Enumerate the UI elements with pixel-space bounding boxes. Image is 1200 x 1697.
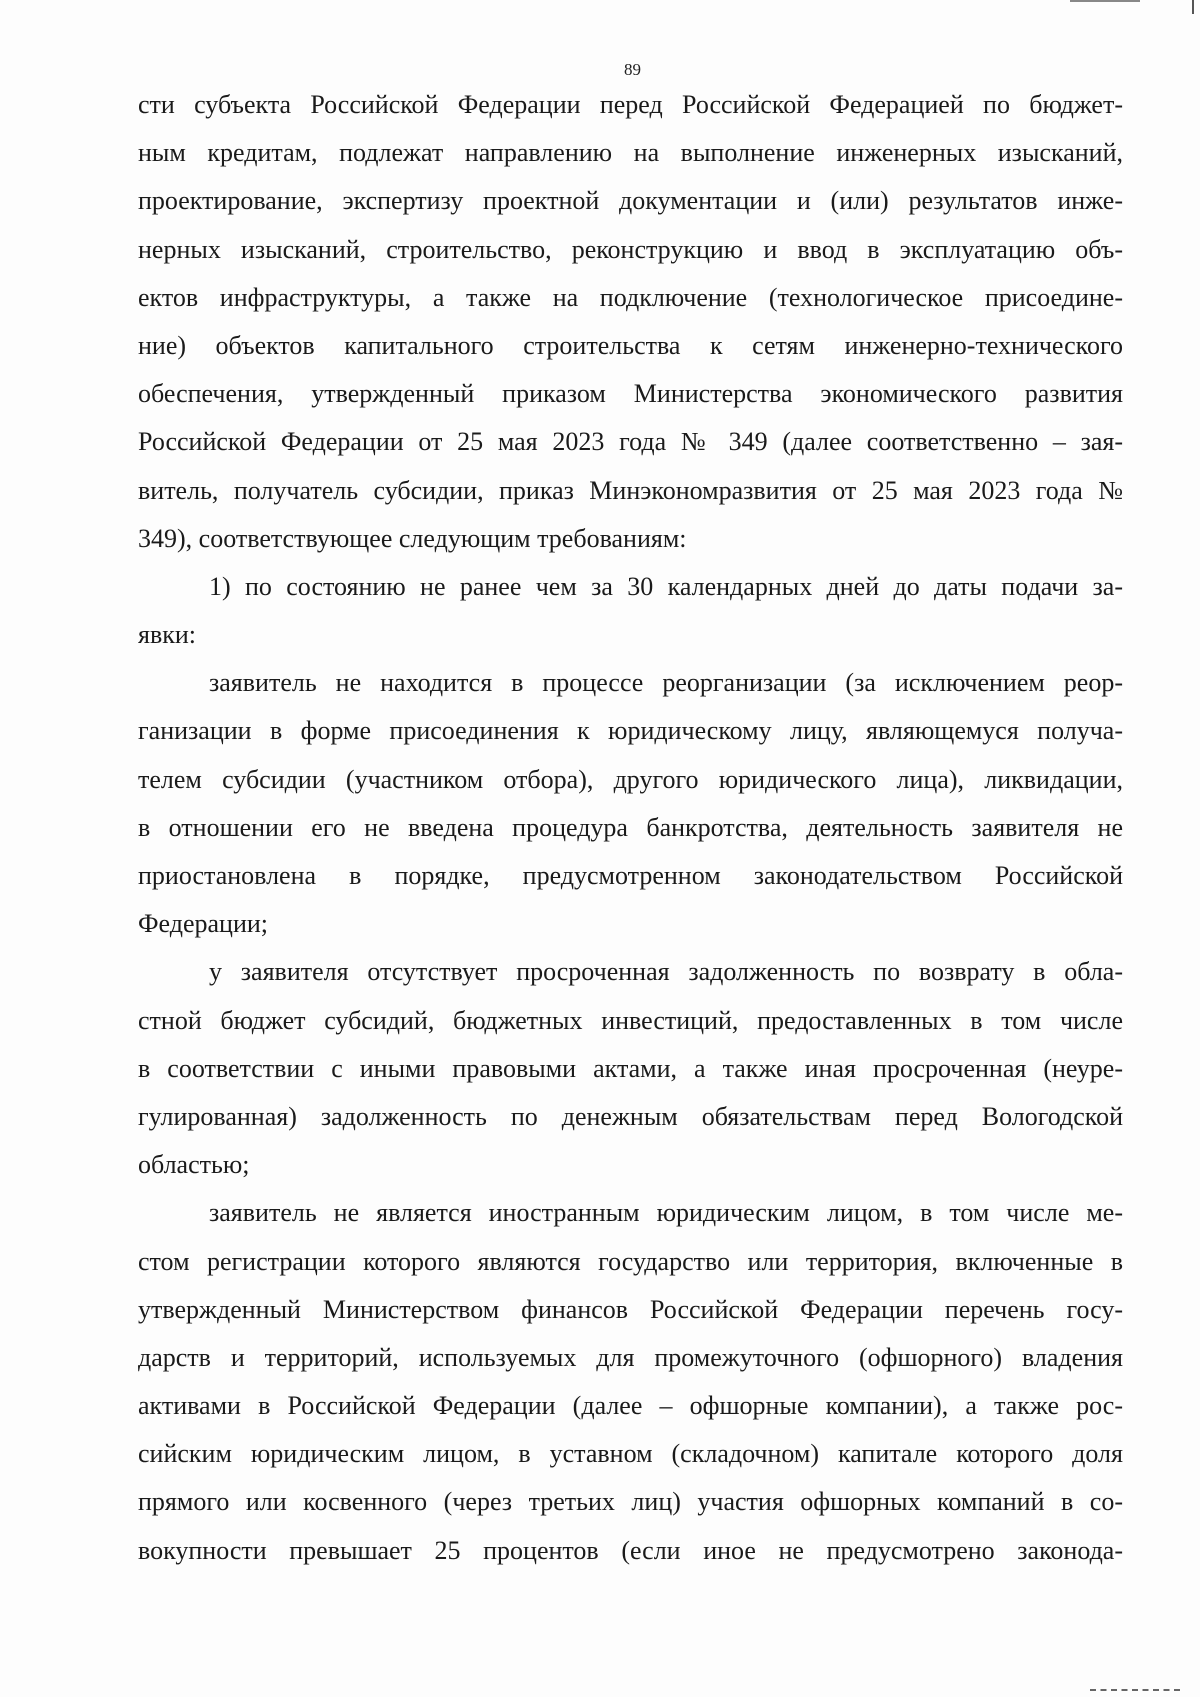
text-line: ным кредитам, подлежат направлению на выполнение инженерных изысканий, xyxy=(138,138,1123,168)
text-line: в соответствии с иными правовыми актами, а также иная просроченная (неуре- xyxy=(138,1053,1123,1083)
text-line: ганизации в форме присоединения к юридическому лицу, являющемуся получа- xyxy=(138,716,1123,746)
text-line: нерных изысканий, строительство, реконструкцию и ввод в эксплуатацию объ- xyxy=(138,234,1123,264)
text-line: обеспечения, утвержденный приказом Министерства экономического развития xyxy=(138,379,1123,409)
text-line: вокупности превышает 25 процентов (если иное не предусмотрено законода- xyxy=(138,1535,1123,1565)
text-line: Федерации; xyxy=(138,909,269,939)
text-line: в отношении его не введена процедура банкротства, деятельность заявителя не xyxy=(138,812,1123,842)
page-number: 89 xyxy=(624,60,641,79)
text-line: стом регистрации которого являются государство или территория, включенные в xyxy=(138,1246,1123,1276)
text-line: заявитель не находится в процессе реорганизации (за исключением реор- xyxy=(209,668,1123,698)
text-line: утвержденный Министерством финансов Российской Федерации перечень госу- xyxy=(138,1294,1123,1324)
scan-edge-mark xyxy=(1090,1689,1180,1697)
text-line: активами в Российской Федерации (далее – офшорные компании), а также рос- xyxy=(138,1391,1123,1421)
text-line: ектов инфраструктуры, а также на подключение (технологическое присоедине- xyxy=(138,282,1123,312)
text-line: областью; xyxy=(138,1150,250,1180)
scan-edge-mark xyxy=(1192,0,1194,14)
text-line: 1) по состоянию не ранее чем за 30 календарных дней до даты подачи за- xyxy=(209,571,1123,601)
scan-edge-mark xyxy=(1070,0,1140,2)
text-line: витель, получатель субсидии, приказ Минэкономразвития от 25 мая 2023 года № xyxy=(138,475,1123,505)
text-line: гулированная) задолженность по денежным обязательствам перед Вологодской xyxy=(138,1101,1123,1131)
text-line: проектирование, экспертизу проектной документации и (или) результатов инже- xyxy=(138,186,1123,216)
text-line: ние) объектов капитального строительства к сетям инженерно-технического xyxy=(138,330,1123,360)
text-line: стной бюджет субсидий, бюджетных инвестиций, предоставленных в том числе xyxy=(138,1005,1123,1035)
text-line: телем субсидии (участником отбора), другого юридического лица), ликвидации, xyxy=(138,764,1123,794)
text-line: Российской Федерации от 25 мая 2023 года № 349 (далее соответственно – зая- xyxy=(138,427,1123,457)
text-line: дарств и территорий, используемых для промежуточного (офшорного) владения xyxy=(138,1342,1123,1372)
text-line: сийским юридическим лицом, в уставном (складочном) капитале которого доля xyxy=(138,1439,1123,1469)
text-line: сти субъекта Российской Федерации перед Российской Федерацией по бюджет- xyxy=(138,90,1123,119)
text-line: прямого или косвенного (через третьих лиц) участия офшорных компаний в со- xyxy=(138,1487,1123,1517)
text-line: явки: xyxy=(138,620,197,650)
text-line: приостановлена в порядке, предусмотренном законодательством Российской xyxy=(138,861,1123,890)
text-line: у заявителя отсутствует просроченная задолженность по возврату в обла- xyxy=(209,957,1123,987)
text-line: 349), соответствующее следующим требованиям: xyxy=(138,523,687,553)
text-line: заявитель не является иностранным юридическим лицом, в том числе ме- xyxy=(209,1198,1123,1228)
document-body xyxy=(138,81,1123,1575)
